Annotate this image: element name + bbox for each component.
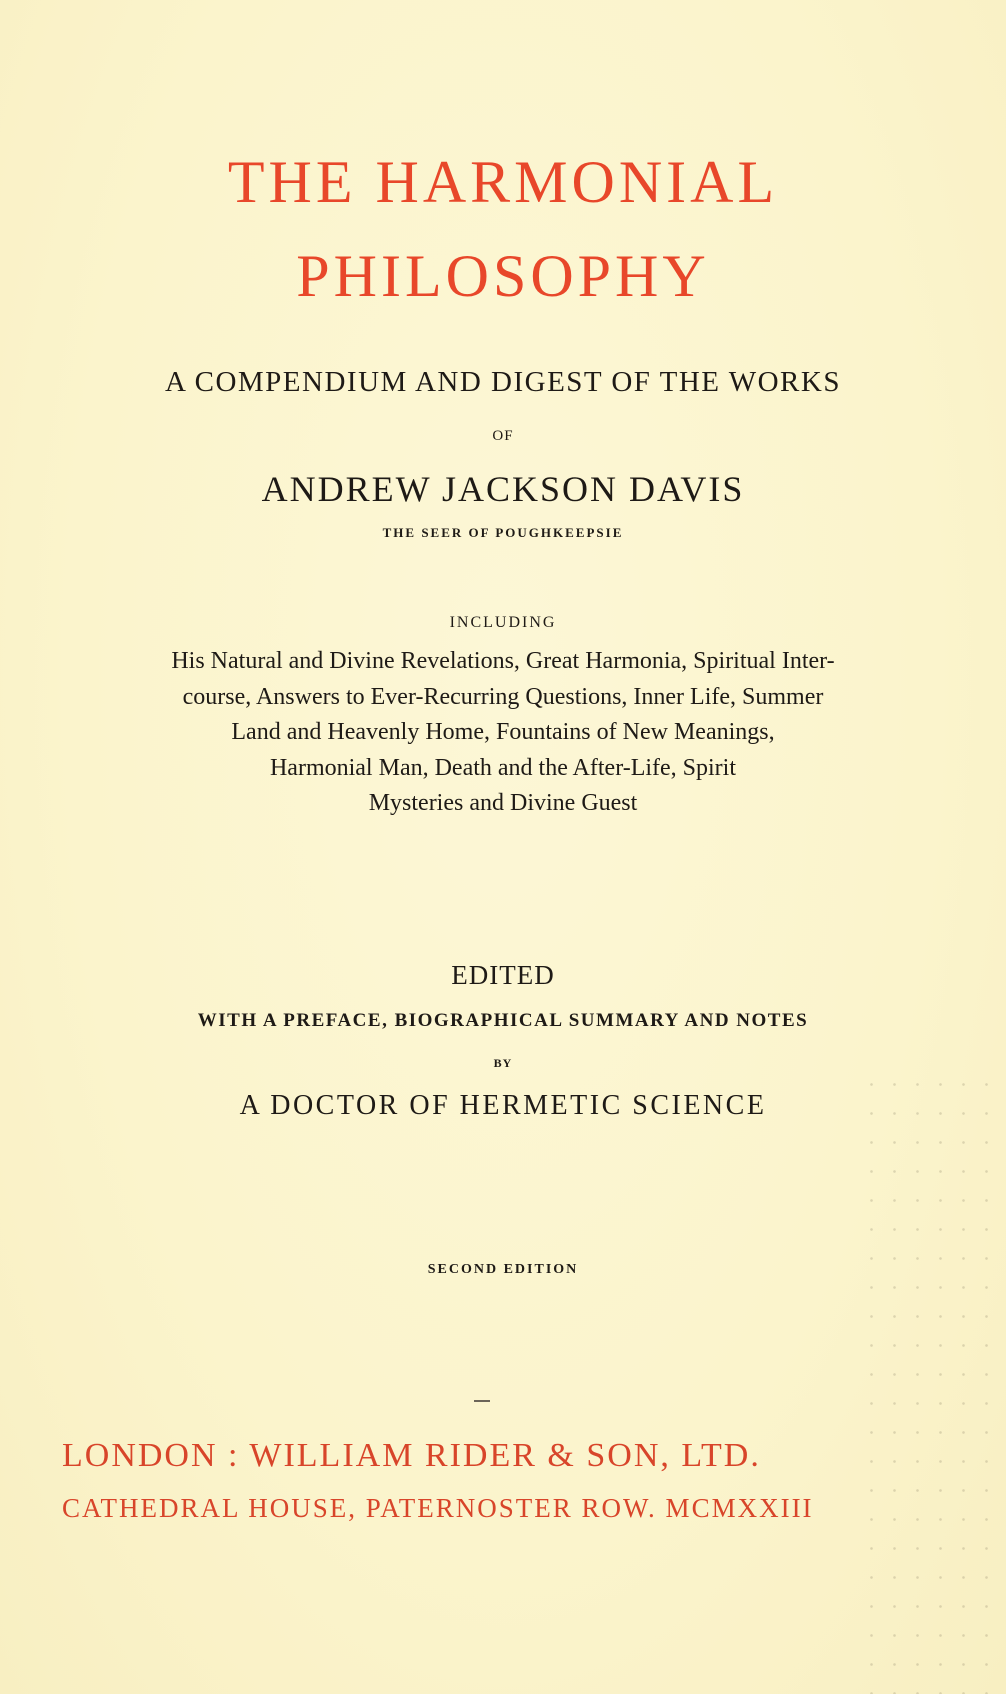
included-works-line: Harmonial Man, Death and the After-Life, Spirit (269, 755, 737, 781)
edition-label: SECOND EDITION (427, 1262, 579, 1277)
author-epithet: THE SEER OF POUGHKEEPSIE (382, 525, 624, 540)
author-name: ANDREW JACKSON DAVIS (261, 469, 745, 509)
paper-show-through-specks (860, 1070, 1006, 1694)
book-title-line-1: THE HARMONIAL (227, 149, 779, 215)
edited-label: EDITED (451, 960, 555, 990)
subtitle: A COMPENDIUM AND DIGEST OF THE WORKS (165, 366, 841, 398)
included-works-line: course, Answers to Ever-Recurring Questions, Inner Life, Summer (182, 684, 824, 710)
by-connector: BY (493, 1056, 513, 1070)
included-works-line: Mysteries and Divine Guest (368, 790, 638, 816)
imprint-line-1: LONDON : WILLIAM RIDER & SON, LTD. (62, 1437, 761, 1474)
included-works-line: His Natural and Divine Revelations, Great Harmonia, Spiritual Inter- (171, 648, 835, 674)
of-connector: OF (492, 428, 514, 444)
included-works-line: Land and Heavenly Home, Fountains of New Meanings, (231, 719, 775, 745)
book-title-line-2: PHILOSOPHY (296, 243, 710, 309)
editor-name: A DOCTOR OF HERMETIC SCIENCE (239, 1090, 767, 1121)
including-heading: INCLUDING (449, 614, 557, 631)
imprint-line-2: CATHEDRAL HOUSE, PATERNOSTER ROW. MCMXXIII (62, 1493, 814, 1523)
edited-detail: WITH A PREFACE, BIOGRAPHICAL SUMMARY AND NOTES (197, 1010, 809, 1031)
ornament-dash (474, 1400, 490, 1402)
